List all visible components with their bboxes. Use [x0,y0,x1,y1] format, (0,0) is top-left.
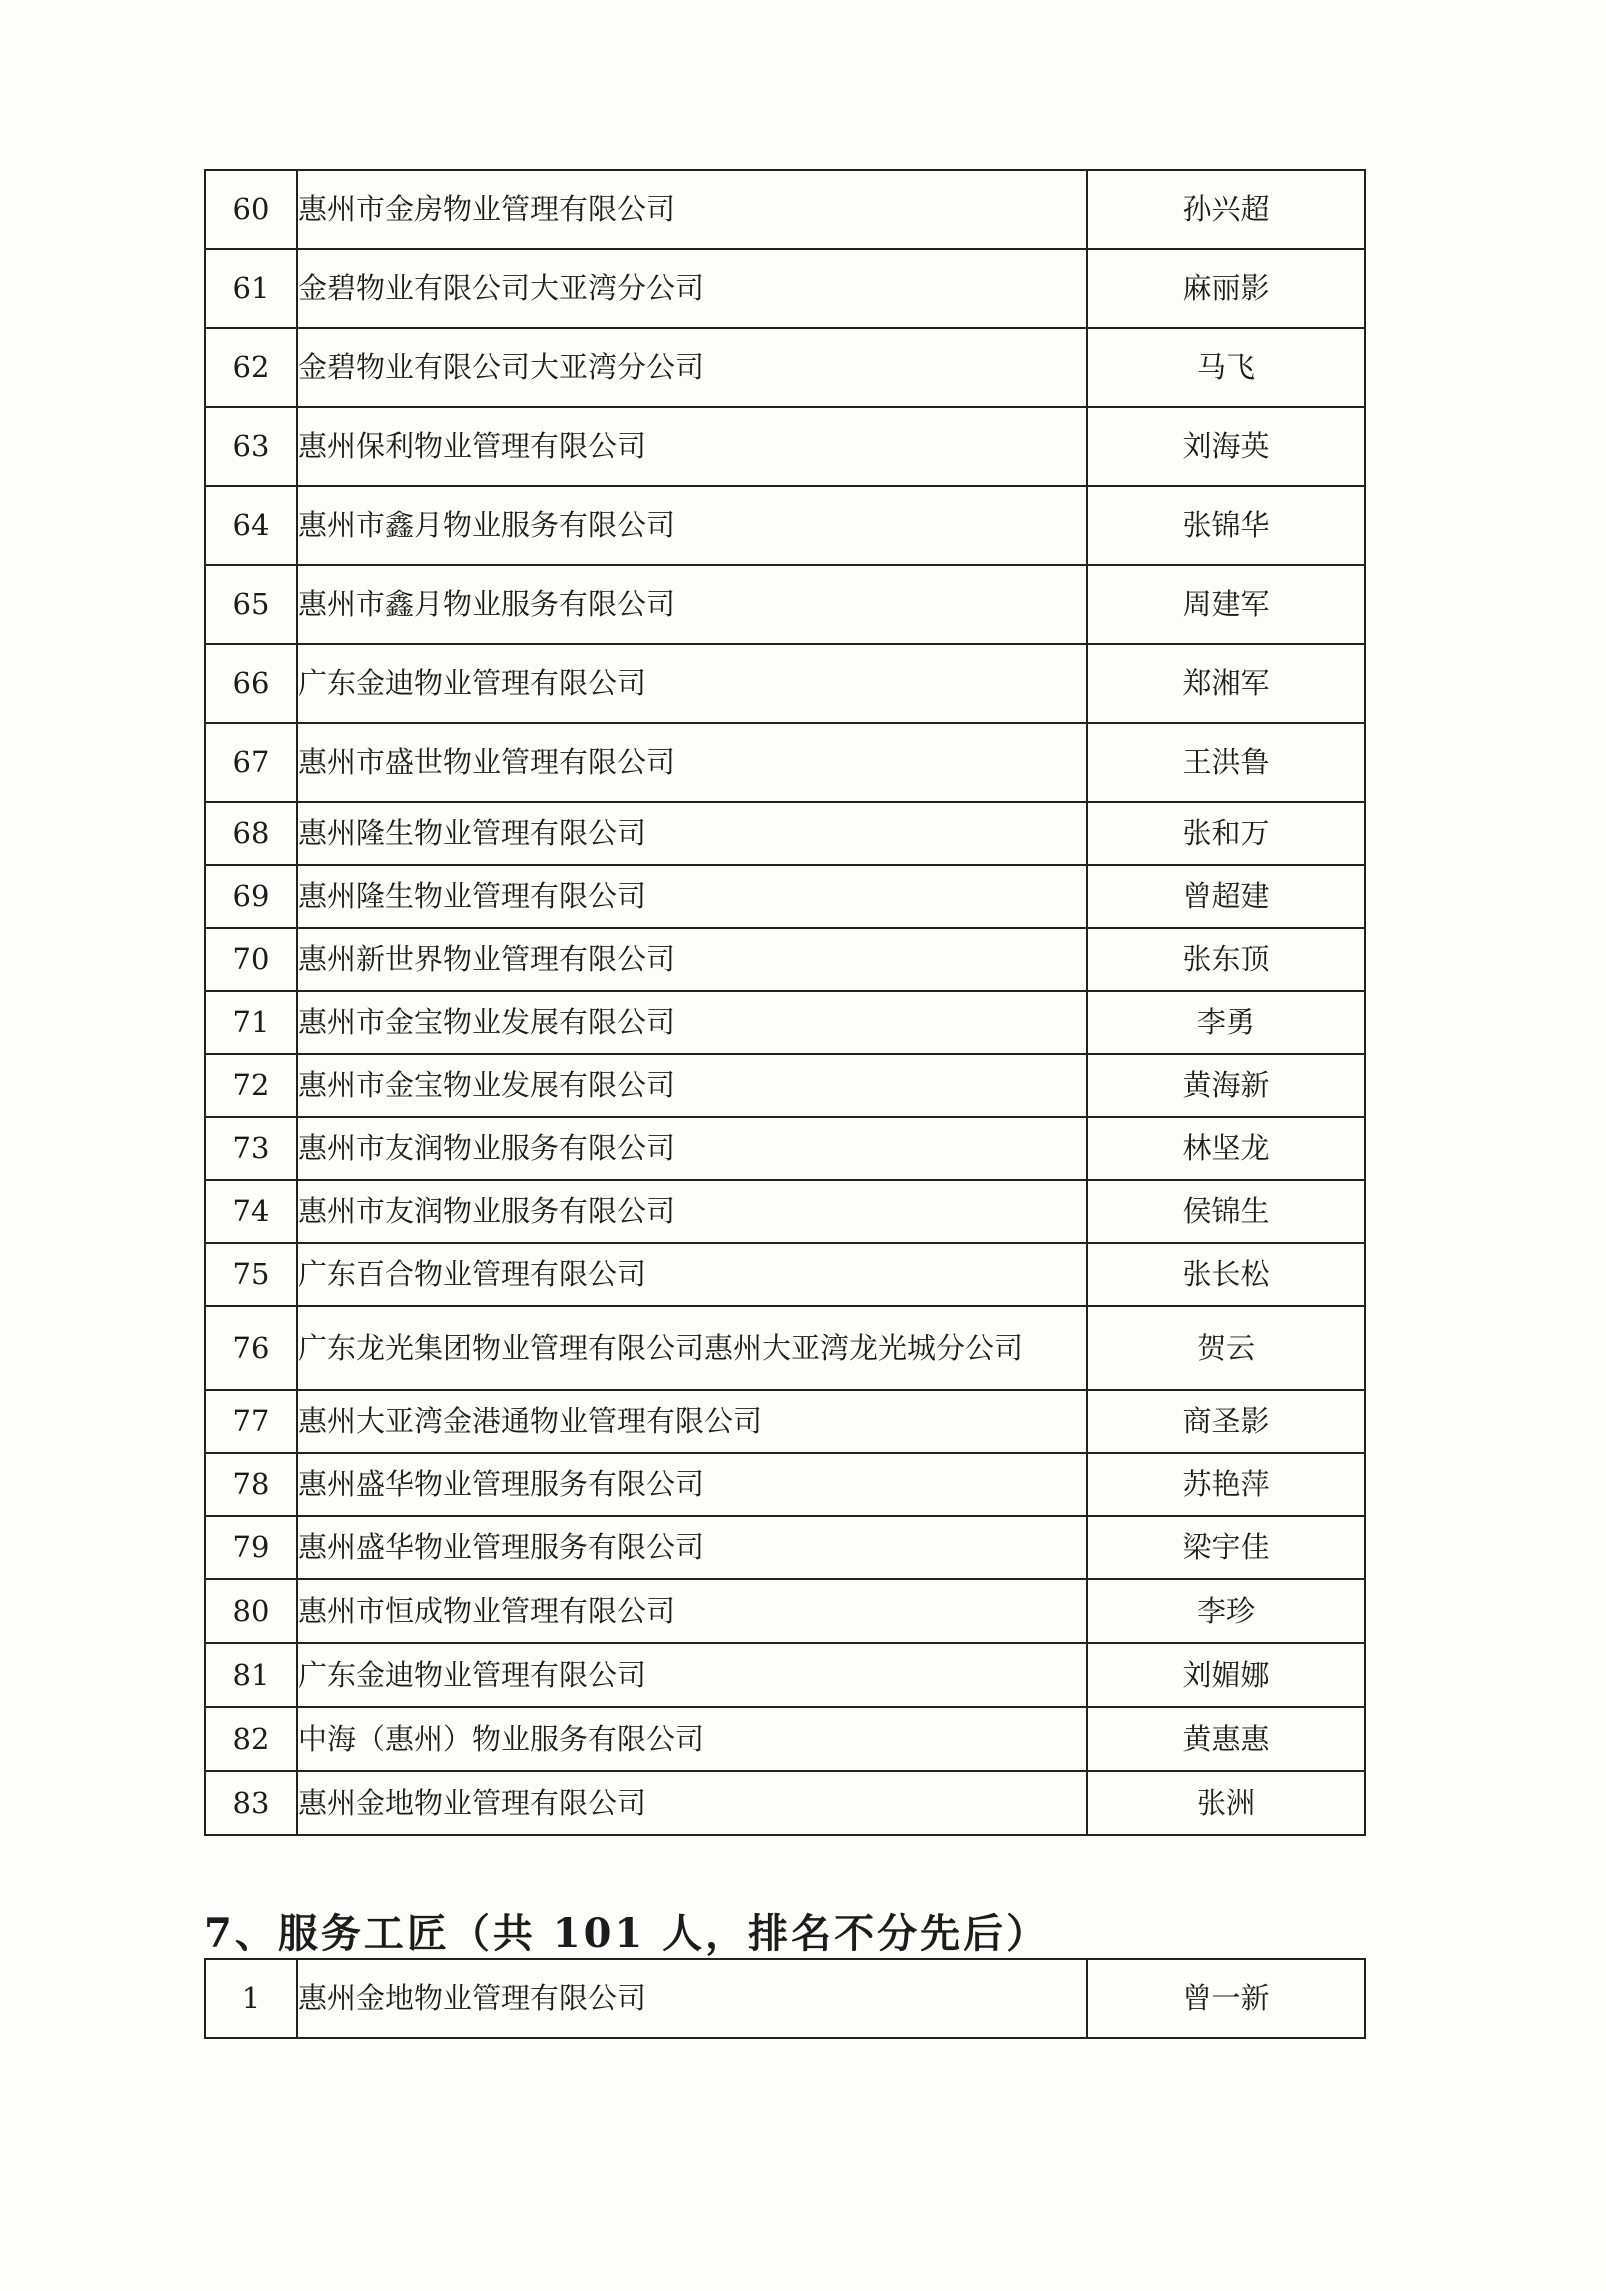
company-name: 广东金迪物业管理有限公司 [297,644,1087,723]
table-row [205,249,1365,328]
table-row [205,1959,1365,2038]
company-name: 惠州市金房物业管理有限公司 [297,170,1087,249]
row-number: 60 [205,170,297,249]
company-name: 惠州盛华物业管理服务有限公司 [297,1516,1087,1579]
row-number: 65 [205,565,297,644]
company-name: 惠州市盛世物业管理有限公司 [297,723,1087,802]
row-number: 75 [205,1243,297,1306]
company-name: 惠州保利物业管理有限公司 [297,407,1087,486]
company-name: 惠州市恒成物业管理有限公司 [297,1579,1087,1643]
table-row [205,928,1365,991]
row-number: 67 [205,723,297,802]
company-name: 惠州新世界物业管理有限公司 [297,928,1087,991]
person-name: 张长松 [1087,1243,1365,1306]
person-name: 李勇 [1087,991,1365,1054]
row-number: 78 [205,1453,297,1516]
person-name: 黄惠惠 [1087,1707,1365,1771]
person-name: 商圣影 [1087,1390,1365,1453]
company-name: 广东金迪物业管理有限公司 [297,1643,1087,1707]
company-name: 广东百合物业管理有限公司 [297,1243,1087,1306]
table-row [205,1054,1365,1117]
person-name: 侯锦生 [1087,1180,1365,1243]
row-number: 72 [205,1054,297,1117]
person-name: 苏艳萍 [1087,1453,1365,1516]
row-number: 64 [205,486,297,565]
company-name: 惠州盛华物业管理服务有限公司 [297,1453,1087,1516]
row-number: 77 [205,1390,297,1453]
table-row [205,1579,1365,1643]
person-name: 麻丽影 [1087,249,1365,328]
company-name: 中海（惠州）物业服务有限公司 [297,1707,1087,1771]
table-row [205,486,1365,565]
row-number: 76 [205,1306,297,1390]
table-row [205,723,1365,802]
section-heading: 7、服务工匠（共 101 人，排名不分先后） [204,1910,1050,1957]
company-name: 金碧物业有限公司大亚湾分公司 [297,328,1087,407]
table-row [205,1306,1365,1390]
person-name: 张和万 [1087,802,1365,865]
row-number: 74 [205,1180,297,1243]
row-number: 79 [205,1516,297,1579]
person-name: 周建军 [1087,565,1365,644]
person-name: 张锦华 [1087,486,1365,565]
table-row [205,1643,1365,1707]
table-row [205,1243,1365,1306]
company-name: 惠州大亚湾金港通物业管理有限公司 [297,1390,1087,1453]
row-number: 71 [205,991,297,1054]
company-name: 惠州市金宝物业发展有限公司 [297,991,1087,1054]
company-name: 惠州市鑫月物业服务有限公司 [297,486,1087,565]
row-number: 69 [205,865,297,928]
row-number: 1 [205,1959,297,2038]
row-number: 62 [205,328,297,407]
person-name: 张洲 [1087,1771,1365,1835]
row-number: 63 [205,407,297,486]
company-name: 惠州金地物业管理有限公司 [297,1771,1087,1835]
person-name: 贺云 [1087,1306,1365,1390]
company-name: 惠州市友润物业服务有限公司 [297,1117,1087,1180]
person-name: 王洪鲁 [1087,723,1365,802]
table-row [205,170,1365,249]
row-number: 66 [205,644,297,723]
row-number: 81 [205,1643,297,1707]
table-row [205,328,1365,407]
row-number: 70 [205,928,297,991]
row-number: 73 [205,1117,297,1180]
company-name: 广东龙光集团物业管理有限公司惠州大亚湾龙光城分公司 [297,1306,1087,1390]
table-row [205,1516,1365,1579]
awardee-table [204,169,1366,1836]
table-row [205,865,1365,928]
table-row [205,1771,1365,1835]
table-row [205,407,1365,486]
company-name: 惠州市鑫月物业服务有限公司 [297,565,1087,644]
table-row [205,1180,1365,1243]
company-name: 惠州市金宝物业发展有限公司 [297,1054,1087,1117]
row-number: 80 [205,1579,297,1643]
person-name: 黄海新 [1087,1054,1365,1117]
person-name: 孙兴超 [1087,170,1365,249]
person-name: 郑湘军 [1087,644,1365,723]
company-name: 惠州隆生物业管理有限公司 [297,802,1087,865]
table-row [205,1390,1365,1453]
company-name: 惠州市友润物业服务有限公司 [297,1180,1087,1243]
company-name: 惠州金地物业管理有限公司 [297,1959,1087,2038]
row-number: 61 [205,249,297,328]
row-number: 82 [205,1707,297,1771]
person-name: 刘媚娜 [1087,1643,1365,1707]
person-name: 曾超建 [1087,865,1365,928]
person-name: 刘海英 [1087,407,1365,486]
person-name: 李珍 [1087,1579,1365,1643]
table-row [205,802,1365,865]
table-row [205,991,1365,1054]
table-row [205,1453,1365,1516]
row-number: 83 [205,1771,297,1835]
person-name: 马飞 [1087,328,1365,407]
table-row [205,644,1365,723]
row-number: 68 [205,802,297,865]
service-craftsman-table [204,1958,1366,2039]
company-name: 金碧物业有限公司大亚湾分公司 [297,249,1087,328]
person-name: 曾一新 [1087,1959,1365,2038]
person-name: 梁宇佳 [1087,1516,1365,1579]
table-row [205,1707,1365,1771]
company-name: 惠州隆生物业管理有限公司 [297,865,1087,928]
table-row [205,1117,1365,1180]
person-name: 林坚龙 [1087,1117,1365,1180]
table-row [205,565,1365,644]
person-name: 张东顶 [1087,928,1365,991]
